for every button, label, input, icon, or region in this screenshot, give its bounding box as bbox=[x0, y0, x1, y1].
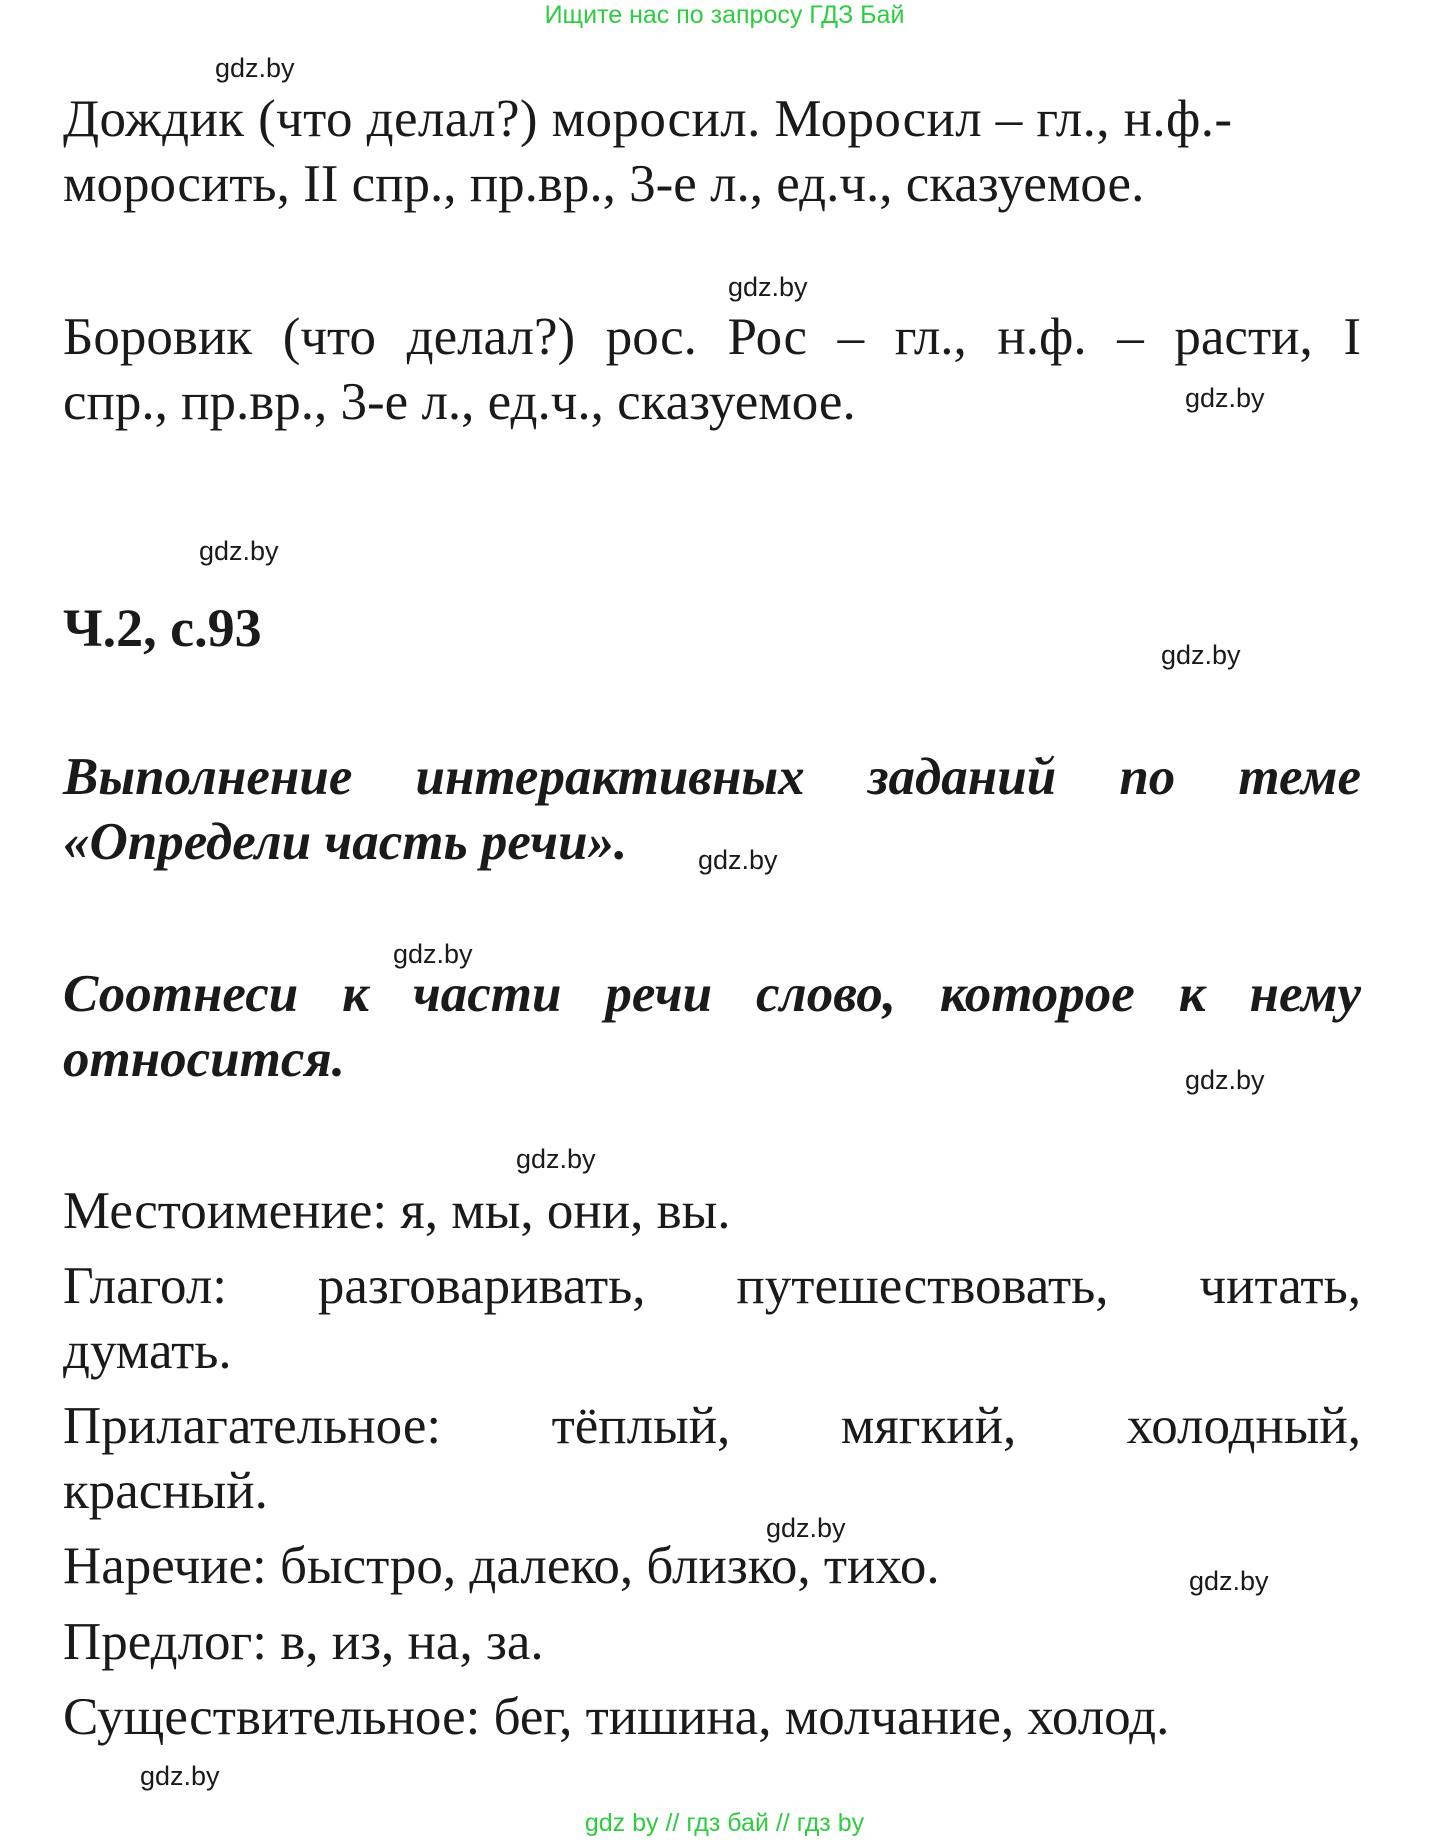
answer-adjective-line-1: Прилагательное: тёплый, мягкий, холодный, bbox=[63, 1397, 1361, 1455]
task-2-line-1: Соотнеси к части речи слово, которое к нему bbox=[63, 965, 1361, 1023]
watermark: gdz.by bbox=[728, 272, 808, 302]
watermark: gdz.by bbox=[698, 845, 778, 875]
watermark: gdz.by bbox=[215, 53, 295, 83]
answer-verb-line-1: Глагол: разговаривать, путешествовать, читать, bbox=[63, 1257, 1361, 1315]
watermark: gdz.by bbox=[199, 536, 279, 566]
answer-preposition: Предлог: в, из, на, за. bbox=[63, 1613, 544, 1671]
watermark: gdz.by bbox=[516, 1144, 596, 1174]
watermark: gdz.by bbox=[766, 1513, 846, 1543]
watermark: gdz.by bbox=[1185, 383, 1265, 413]
answer-adverb: Наречие: быстро, далеко, близко, тихо. bbox=[63, 1537, 940, 1595]
footer-links: gdz by // гдз бай // гдз by bbox=[584, 1809, 865, 1837]
paragraph-2-line-1: Боровик (что делал?) рос. Рос – гл., н.ф. – расти, I bbox=[63, 308, 1361, 366]
section-heading: Ч.2, с.93 bbox=[63, 598, 262, 658]
paragraph-2-line-2: спр., пр.вр., 3-е л., ед.ч., сказуемое. bbox=[63, 373, 856, 431]
paragraph-1-line-2: моросить, II спр., пр.вр., 3-е л., ед.ч., сказуемое. bbox=[63, 155, 1145, 213]
answer-noun: Существительное: бег, тишина, молчание, холод. bbox=[63, 1688, 1170, 1746]
answer-adjective-line-2: красный. bbox=[63, 1462, 268, 1520]
answer-verb-line-2: думать. bbox=[63, 1322, 232, 1380]
task-1-line-1: Выполнение интерактивных заданий по теме bbox=[63, 748, 1361, 806]
paragraph-1-line-1: Дождик (что делал?) моросил. Моросил – гл., н.ф.- bbox=[63, 90, 1233, 148]
watermark: gdz.by bbox=[140, 1761, 220, 1791]
watermark: gdz.by bbox=[1189, 1566, 1269, 1596]
top-banner: Ищите нас по запросу ГДЗ Бай bbox=[544, 1, 905, 29]
watermark: gdz.by bbox=[393, 939, 473, 969]
answer-pronoun: Местоимение: я, мы, они, вы. bbox=[63, 1182, 731, 1240]
watermark: gdz.by bbox=[1185, 1065, 1265, 1095]
watermark: gdz.by bbox=[1161, 640, 1241, 670]
task-1-line-2: «Определи часть речи». bbox=[63, 813, 628, 871]
task-2-line-2: относится. bbox=[63, 1030, 345, 1088]
